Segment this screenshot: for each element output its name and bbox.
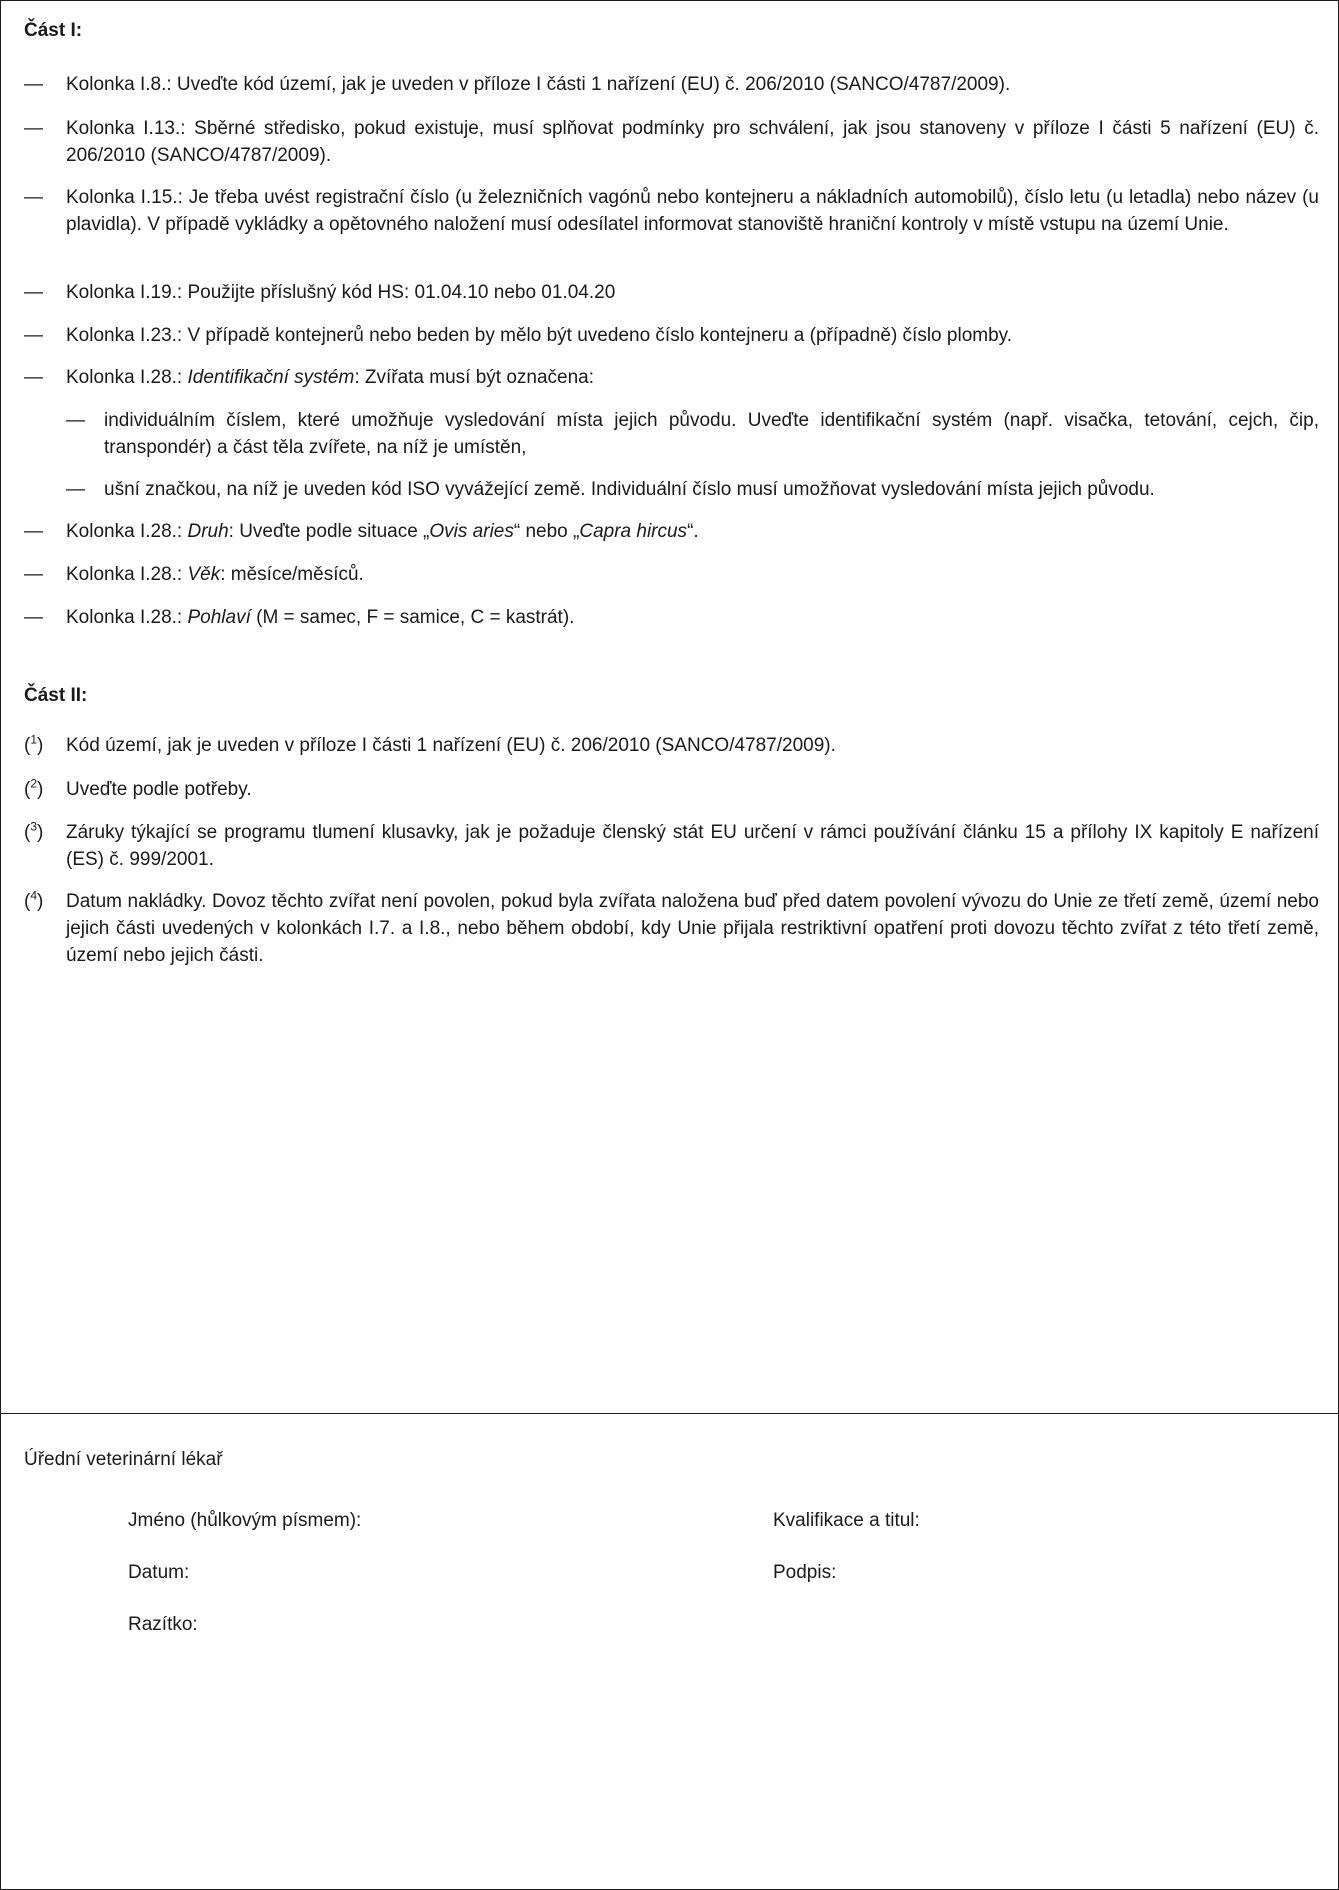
- dash-bullet: —: [24, 564, 43, 585]
- item-italic: Identifikační systém: [187, 367, 355, 388]
- item-italic: Druh: [187, 521, 229, 542]
- item-suffix: “.: [687, 521, 699, 542]
- footnote-item: [24, 888, 1319, 969]
- footnote-text: Kód území, jak je uveden v příloze I části 1 nařízení (EU) č. 206/2010 (SANCO/4787/2009).: [66, 735, 836, 756]
- dash-bullet: —: [24, 282, 43, 303]
- item-suffix: (M = samec, F = samice, C = kastrát).: [250, 607, 575, 628]
- item-mid: : Uveďte podle situace „: [228, 521, 430, 542]
- date-label: Datum:: [128, 1562, 190, 1583]
- item-prefix: Kolonka I.28.:: [66, 564, 188, 585]
- part2-heading: Část II:: [24, 685, 88, 706]
- dash-bullet: —: [24, 118, 43, 139]
- list-item: [24, 115, 1319, 169]
- dash-bullet: —: [24, 607, 43, 628]
- sub-list-item: [66, 407, 1319, 461]
- item-italic-species-2: Capra hircus: [579, 521, 688, 542]
- item-prefix: Kolonka I.28.:: [66, 367, 188, 388]
- list-item: [24, 71, 1319, 98]
- name-label: Jméno (hůlkovým písmem):: [128, 1510, 362, 1531]
- footnote-marker: ($^4$): [24, 888, 44, 912]
- item-text: Kolonka I.19.: Použijte příslušný kód HS: 01.04.10 nebo 01.04.20: [66, 282, 616, 303]
- item-italic: Věk: [187, 564, 221, 585]
- footnote-text: Datum nakládky. Dovoz těchto zvířat není povolen, pokud byla zvířata naložena buď před datem povolení vývozu do Unie ze třetí země, území nebo jejich části uvedených v kolonkách I.7. a I.8., nebo během období, kdy Unie přijala restriktivní opatření proti dovozu těchto zvířat z této třetí země, území nebo jejich části.: [66, 891, 1319, 966]
- dash-bullet: —: [66, 479, 85, 500]
- list-item: [24, 518, 1319, 545]
- item-text: [66, 561, 1319, 588]
- dash-bullet: —: [24, 74, 43, 95]
- item-text: Kolonka I.8.: Uveďte kód území, jak je uveden v příloze I části 1 nařízení (EU) č. 206/2010 (SANCO/4787/2009).: [66, 74, 1011, 95]
- dash-bullet: —: [24, 325, 43, 346]
- item-prefix: Kolonka I.28.:: [66, 607, 188, 628]
- item-prefix: Kolonka I.28.:: [66, 521, 188, 542]
- item-italic-species-1: Ovis aries: [429, 521, 514, 542]
- item-text: [66, 518, 1319, 545]
- item-suffix: : Zvířata musí být označena:: [354, 367, 595, 388]
- item-mid: “ nebo „: [513, 521, 580, 542]
- dash-bullet: —: [66, 410, 85, 431]
- footnote-marker: ($^1$): [24, 732, 44, 756]
- list-item: [24, 561, 1319, 588]
- footnote-text: Záruky týkající se programu tlumení klusavky, jak je požaduje členský stát EU určení v rámci používání článku 15 a přílohy IX kapitoly E nařízení (ES) č. 999/2001.: [66, 822, 1319, 870]
- item-text: [66, 364, 1319, 391]
- dash-bullet: —: [24, 367, 43, 388]
- footnote-marker: ($^3$): [24, 819, 44, 843]
- list-item: [24, 322, 1319, 349]
- stamp-label: Razítko:: [128, 1614, 198, 1635]
- list-item: [24, 604, 1319, 631]
- footnote-marker: ($^2$): [24, 776, 44, 800]
- sub-list-item: [66, 476, 1319, 503]
- item-suffix: : měsíce/měsíců.: [220, 564, 364, 585]
- list-item: [24, 184, 1319, 238]
- footnote-text: Uveďte podle potřeby.: [66, 779, 252, 800]
- item-text: Kolonka I.13.: Sběrné středisko, pokud existuje, musí splňovat podmínky pro schválení, jak jsou stanoveny v příloze I části 5 nařízení (EU) č. 206/2010 (SANCO/4787/2009).: [66, 118, 1319, 166]
- footnote-item: [24, 776, 1319, 803]
- list-item: [24, 364, 1319, 391]
- list-item: [24, 279, 1319, 306]
- notes-section: [1, 1, 1338, 1414]
- item-italic: Pohlaví: [187, 607, 251, 628]
- signature-label: Podpis:: [773, 1562, 837, 1583]
- dash-bullet: —: [24, 187, 43, 208]
- item-text: individuálním číslem, které umožňuje vysledování místa jejich původu. Uveďte identifikační systém (např. visačka, tetování, cejch, čip, transpondér) a část těla zvířete, na níž je umístěn,: [104, 410, 1319, 458]
- part1-heading: Část I:: [24, 20, 83, 41]
- official-vet-title: Úřední veterinární lékař: [24, 1449, 223, 1470]
- qualification-label: Kvalifikace a titul:: [773, 1510, 920, 1531]
- footnote-item: [24, 819, 1319, 873]
- item-text: ušní značkou, na níž je uveden kód ISO vyvážející země. Individuální číslo musí umožňovat vysledování místa jejich původu.: [104, 479, 1155, 500]
- item-text: [66, 604, 1319, 631]
- item-text: Kolonka I.23.: V případě kontejnerů nebo beden by mělo být uvedeno číslo kontejneru a (případně) číslo plomby.: [66, 325, 1013, 346]
- item-text: Kolonka I.15.: Je třeba uvést registrační číslo (u železničních vagónů nebo kontejneru a nákladních automobilů), číslo letu (u letadla) nebo název (u plavidla). V případě vykládky a opětovného naložení musí odesílatel informovat stanoviště hraniční kontroly v místě vstupu na území Unie.: [66, 187, 1319, 235]
- footnote-item: [24, 732, 1319, 759]
- signature-section: [1, 1414, 1338, 1889]
- dash-bullet: —: [24, 521, 43, 542]
